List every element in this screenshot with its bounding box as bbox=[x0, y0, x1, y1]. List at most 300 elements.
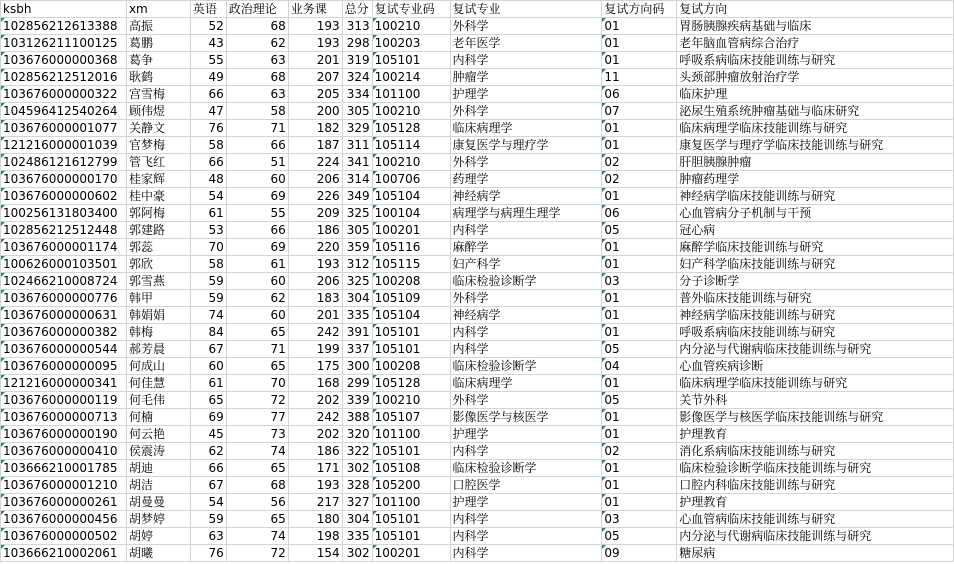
cell-retest-direction[interactable]: 神经病学临床技能训练与研究 bbox=[677, 188, 954, 205]
cell-retest-major-code[interactable]: 105101 bbox=[372, 52, 450, 69]
cell-ksbh[interactable]: 102856212613388 bbox=[1, 18, 127, 35]
cell-retest-major[interactable]: 内科学 bbox=[450, 443, 602, 460]
cell-ksbh[interactable]: 103676000000502 bbox=[1, 528, 127, 545]
cell-ksbh[interactable]: 103676000000713 bbox=[1, 409, 127, 426]
cell-xm[interactable]: 管飞红 bbox=[126, 154, 190, 171]
cell-politics[interactable]: 71 bbox=[226, 120, 288, 137]
cell-retest-major[interactable]: 内科学 bbox=[450, 341, 602, 358]
cell-retest-major[interactable]: 神经病学 bbox=[450, 188, 602, 205]
cell-retest-direction[interactable]: 分子诊断学 bbox=[677, 273, 954, 290]
cell-major-course[interactable]: 202 bbox=[288, 426, 342, 443]
cell-english[interactable]: 62 bbox=[190, 443, 226, 460]
cell-retest-direction-code[interactable]: 01 bbox=[602, 375, 677, 392]
cell-total[interactable]: 299 bbox=[342, 375, 372, 392]
cell-retest-direction-code[interactable]: 09 bbox=[602, 545, 677, 562]
cell-retest-direction[interactable]: 呼吸系病临床技能训练与研究 bbox=[677, 324, 954, 341]
cell-retest-direction[interactable]: 内分泌与代谢病临床技能训练与研究 bbox=[677, 528, 954, 545]
cell-politics[interactable]: 63 bbox=[226, 52, 288, 69]
cell-retest-major-code[interactable]: 101100 bbox=[372, 494, 450, 511]
cell-ksbh[interactable]: 102856212512448 bbox=[1, 222, 127, 239]
cell-english[interactable]: 43 bbox=[190, 35, 226, 52]
cell-total[interactable]: 327 bbox=[342, 494, 372, 511]
cell-major-course[interactable]: 205 bbox=[288, 86, 342, 103]
cell-total[interactable]: 314 bbox=[342, 171, 372, 188]
cell-english[interactable]: 49 bbox=[190, 69, 226, 86]
cell-ksbh[interactable]: 103676000000776 bbox=[1, 290, 127, 307]
cell-retest-direction-code[interactable]: 01 bbox=[602, 18, 677, 35]
cell-retest-major[interactable]: 内科学 bbox=[450, 222, 602, 239]
cell-major-course[interactable]: 171 bbox=[288, 460, 342, 477]
cell-total[interactable]: 388 bbox=[342, 409, 372, 426]
cell-major-course[interactable]: 201 bbox=[288, 307, 342, 324]
cell-retest-direction[interactable]: 心血管病分子机制与干预 bbox=[677, 205, 954, 222]
cell-politics[interactable]: 66 bbox=[226, 222, 288, 239]
cell-major-course[interactable]: 198 bbox=[288, 528, 342, 545]
cell-retest-major-code[interactable]: 105108 bbox=[372, 460, 450, 477]
cell-ksbh[interactable]: 103676000000382 bbox=[1, 324, 127, 341]
cell-xm[interactable]: 顾伟煜 bbox=[126, 103, 190, 120]
cell-ksbh[interactable]: 103676000000602 bbox=[1, 188, 127, 205]
cell-ksbh[interactable]: 103676000000410 bbox=[1, 443, 127, 460]
cell-retest-major-code[interactable]: 100214 bbox=[372, 69, 450, 86]
cell-xm[interactable]: 葛争 bbox=[126, 52, 190, 69]
cell-total[interactable]: 304 bbox=[342, 290, 372, 307]
cell-retest-major[interactable]: 外科学 bbox=[450, 103, 602, 120]
cell-major-course[interactable]: 193 bbox=[288, 18, 342, 35]
cell-retest-major-code[interactable]: 105128 bbox=[372, 120, 450, 137]
cell-ksbh[interactable]: 103126211100125 bbox=[1, 35, 127, 52]
cell-major-course[interactable]: 193 bbox=[288, 35, 342, 52]
cell-retest-direction-code[interactable]: 06 bbox=[602, 205, 677, 222]
cell-ksbh[interactable]: 103676000000170 bbox=[1, 171, 127, 188]
cell-retest-major-code[interactable]: 105200 bbox=[372, 477, 450, 494]
cell-ksbh[interactable]: 103676000001077 bbox=[1, 120, 127, 137]
cell-english[interactable]: 59 bbox=[190, 511, 226, 528]
cell-english[interactable]: 60 bbox=[190, 358, 226, 375]
cell-politics[interactable]: 69 bbox=[226, 188, 288, 205]
cell-xm[interactable]: 郭雪燕 bbox=[126, 273, 190, 290]
cell-retest-major[interactable]: 外科学 bbox=[450, 392, 602, 409]
cell-politics[interactable]: 56 bbox=[226, 494, 288, 511]
cell-english[interactable]: 69 bbox=[190, 409, 226, 426]
cell-xm[interactable]: 胡婷 bbox=[126, 528, 190, 545]
cell-english[interactable]: 66 bbox=[190, 460, 226, 477]
cell-total[interactable]: 391 bbox=[342, 324, 372, 341]
cell-politics[interactable]: 68 bbox=[226, 477, 288, 494]
cell-retest-direction-code[interactable]: 01 bbox=[602, 120, 677, 137]
cell-xm[interactable]: 胡梦婷 bbox=[126, 511, 190, 528]
cell-retest-major[interactable]: 临床检验诊断学 bbox=[450, 273, 602, 290]
header-cell-total[interactable]: 总分 bbox=[342, 1, 372, 18]
cell-major-course[interactable]: 200 bbox=[288, 103, 342, 120]
cell-ksbh[interactable]: 100256131803400 bbox=[1, 205, 127, 222]
cell-retest-direction-code[interactable]: 04 bbox=[602, 358, 677, 375]
cell-retest-major[interactable]: 临床检验诊断学 bbox=[450, 358, 602, 375]
cell-politics[interactable]: 60 bbox=[226, 171, 288, 188]
cell-total[interactable]: 298 bbox=[342, 35, 372, 52]
cell-retest-direction[interactable]: 心血管病临床技能训练与研究 bbox=[677, 511, 954, 528]
cell-total[interactable]: 329 bbox=[342, 120, 372, 137]
cell-retest-direction[interactable]: 呼吸系病临床技能训练与研究 bbox=[677, 52, 954, 69]
cell-ksbh[interactable]: 103676000000322 bbox=[1, 86, 127, 103]
cell-major-course[interactable]: 180 bbox=[288, 511, 342, 528]
cell-retest-direction[interactable]: 胃肠胰腺疾病基础与临床 bbox=[677, 18, 954, 35]
cell-retest-direction[interactable]: 消化系病临床技能训练与研究 bbox=[677, 443, 954, 460]
cell-retest-direction[interactable]: 普外临床技能训练与研究 bbox=[677, 290, 954, 307]
cell-total[interactable]: 322 bbox=[342, 443, 372, 460]
cell-english[interactable]: 66 bbox=[190, 86, 226, 103]
cell-total[interactable]: 305 bbox=[342, 222, 372, 239]
header-cell-retest-major-code[interactable]: 复试专业码 bbox=[372, 1, 450, 18]
cell-major-course[interactable]: 206 bbox=[288, 171, 342, 188]
cell-ksbh[interactable]: 103676000000095 bbox=[1, 358, 127, 375]
cell-politics[interactable]: 65 bbox=[226, 324, 288, 341]
cell-major-course[interactable]: 226 bbox=[288, 188, 342, 205]
cell-retest-major-code[interactable]: 105104 bbox=[372, 307, 450, 324]
header-cell-retest-direction[interactable]: 复试方向 bbox=[677, 1, 954, 18]
cell-retest-direction[interactable]: 肝胆胰腺肿瘤 bbox=[677, 154, 954, 171]
cell-total[interactable]: 337 bbox=[342, 341, 372, 358]
cell-retest-major[interactable]: 口腔医学 bbox=[450, 477, 602, 494]
cell-politics[interactable]: 68 bbox=[226, 18, 288, 35]
cell-ksbh[interactable]: 100626000103501 bbox=[1, 256, 127, 273]
cell-retest-major[interactable]: 影像医学与核医学 bbox=[450, 409, 602, 426]
cell-ksbh[interactable]: 103676000000631 bbox=[1, 307, 127, 324]
cell-xm[interactable]: 桂家辉 bbox=[126, 171, 190, 188]
cell-politics[interactable]: 55 bbox=[226, 205, 288, 222]
cell-total[interactable]: 300 bbox=[342, 358, 372, 375]
cell-major-course[interactable]: 220 bbox=[288, 239, 342, 256]
cell-english[interactable]: 66 bbox=[190, 154, 226, 171]
cell-english[interactable]: 55 bbox=[190, 52, 226, 69]
cell-xm[interactable]: 郭建路 bbox=[126, 222, 190, 239]
header-cell-politics[interactable]: 政治理论 bbox=[226, 1, 288, 18]
cell-ksbh[interactable]: 103676000000456 bbox=[1, 511, 127, 528]
cell-retest-direction-code[interactable]: 01 bbox=[602, 137, 677, 154]
cell-politics[interactable]: 61 bbox=[226, 256, 288, 273]
header-cell-retest-major[interactable]: 复试专业 bbox=[450, 1, 602, 18]
cell-politics[interactable]: 71 bbox=[226, 341, 288, 358]
cell-ksbh[interactable]: 121216000001039 bbox=[1, 137, 127, 154]
cell-retest-major[interactable]: 内科学 bbox=[450, 545, 602, 562]
cell-english[interactable]: 70 bbox=[190, 239, 226, 256]
cell-total[interactable]: 335 bbox=[342, 307, 372, 324]
cell-retest-direction[interactable]: 康复医学与理疗学临床技能训练与研究 bbox=[677, 137, 954, 154]
header-cell-retest-direction-code[interactable]: 复试方向码 bbox=[602, 1, 677, 18]
cell-xm[interactable]: 关静文 bbox=[126, 120, 190, 137]
cell-politics[interactable]: 62 bbox=[226, 35, 288, 52]
cell-english[interactable]: 67 bbox=[190, 341, 226, 358]
cell-retest-direction[interactable]: 心血管疾病诊断 bbox=[677, 358, 954, 375]
cell-retest-direction-code[interactable]: 05 bbox=[602, 341, 677, 358]
cell-ksbh[interactable]: 103666210001785 bbox=[1, 460, 127, 477]
cell-politics[interactable]: 51 bbox=[226, 154, 288, 171]
cell-major-course[interactable]: 186 bbox=[288, 222, 342, 239]
cell-total[interactable]: 302 bbox=[342, 460, 372, 477]
cell-retest-direction-code[interactable]: 02 bbox=[602, 154, 677, 171]
cell-retest-major-code[interactable]: 105115 bbox=[372, 256, 450, 273]
cell-retest-major[interactable]: 临床病理学 bbox=[450, 120, 602, 137]
cell-retest-direction-code[interactable]: 05 bbox=[602, 222, 677, 239]
cell-major-course[interactable]: 217 bbox=[288, 494, 342, 511]
cell-retest-direction[interactable]: 护理教育 bbox=[677, 494, 954, 511]
cell-total[interactable]: 302 bbox=[342, 545, 372, 562]
cell-major-course[interactable]: 199 bbox=[288, 341, 342, 358]
cell-retest-major-code[interactable]: 100706 bbox=[372, 171, 450, 188]
cell-retest-major-code[interactable]: 100210 bbox=[372, 18, 450, 35]
cell-xm[interactable]: 胡曦 bbox=[126, 545, 190, 562]
cell-retest-direction[interactable]: 临床病理学临床技能训练与研究 bbox=[677, 120, 954, 137]
cell-politics[interactable]: 69 bbox=[226, 239, 288, 256]
cell-retest-major-code[interactable]: 101100 bbox=[372, 426, 450, 443]
cell-retest-direction[interactable]: 肿瘤药理学 bbox=[677, 171, 954, 188]
cell-retest-direction-code[interactable]: 01 bbox=[602, 324, 677, 341]
cell-politics[interactable]: 70 bbox=[226, 375, 288, 392]
cell-major-course[interactable]: 209 bbox=[288, 205, 342, 222]
cell-retest-direction[interactable]: 头颈部肿瘤放射治疗学 bbox=[677, 69, 954, 86]
cell-english[interactable]: 74 bbox=[190, 307, 226, 324]
cell-english[interactable]: 58 bbox=[190, 137, 226, 154]
cell-retest-major-code[interactable]: 105128 bbox=[372, 375, 450, 392]
cell-xm[interactable]: 韩娟娟 bbox=[126, 307, 190, 324]
cell-retest-major[interactable]: 临床病理学 bbox=[450, 375, 602, 392]
cell-retest-direction-code[interactable]: 02 bbox=[602, 443, 677, 460]
cell-retest-direction-code[interactable]: 01 bbox=[602, 460, 677, 477]
cell-xm[interactable]: 韩梅 bbox=[126, 324, 190, 341]
cell-total[interactable]: 312 bbox=[342, 256, 372, 273]
cell-english[interactable]: 48 bbox=[190, 171, 226, 188]
cell-retest-direction-code[interactable]: 05 bbox=[602, 528, 677, 545]
cell-total[interactable]: 304 bbox=[342, 511, 372, 528]
cell-ksbh[interactable]: 102466210008724 bbox=[1, 273, 127, 290]
cell-retest-direction[interactable]: 冠心病 bbox=[677, 222, 954, 239]
cell-retest-major[interactable]: 康复医学与理疗学 bbox=[450, 137, 602, 154]
cell-retest-major-code[interactable]: 105101 bbox=[372, 511, 450, 528]
cell-retest-direction-code[interactable]: 01 bbox=[602, 52, 677, 69]
cell-retest-direction[interactable]: 神经病学临床技能训练与研究 bbox=[677, 307, 954, 324]
cell-retest-major-code[interactable]: 105101 bbox=[372, 341, 450, 358]
cell-english[interactable]: 54 bbox=[190, 188, 226, 205]
cell-retest-direction-code[interactable]: 01 bbox=[602, 494, 677, 511]
cell-xm[interactable]: 官梦梅 bbox=[126, 137, 190, 154]
cell-major-course[interactable]: 168 bbox=[288, 375, 342, 392]
cell-retest-major[interactable]: 护理学 bbox=[450, 86, 602, 103]
cell-total[interactable]: 349 bbox=[342, 188, 372, 205]
cell-retest-major-code[interactable]: 105101 bbox=[372, 324, 450, 341]
cell-retest-direction[interactable]: 临床护理 bbox=[677, 86, 954, 103]
cell-total[interactable]: 313 bbox=[342, 18, 372, 35]
cell-retest-direction[interactable]: 护理教育 bbox=[677, 426, 954, 443]
cell-total[interactable]: 334 bbox=[342, 86, 372, 103]
cell-ksbh[interactable]: 102856212512016 bbox=[1, 69, 127, 86]
cell-major-course[interactable]: 187 bbox=[288, 137, 342, 154]
cell-retest-major-code[interactable]: 100201 bbox=[372, 545, 450, 562]
cell-politics[interactable]: 66 bbox=[226, 137, 288, 154]
cell-retest-major-code[interactable]: 100210 bbox=[372, 154, 450, 171]
cell-retest-major[interactable]: 护理学 bbox=[450, 494, 602, 511]
cell-retest-direction[interactable]: 麻醉学临床技能训练与研究 bbox=[677, 239, 954, 256]
cell-politics[interactable]: 72 bbox=[226, 392, 288, 409]
cell-retest-direction-code[interactable]: 01 bbox=[602, 188, 677, 205]
cell-xm[interactable]: 何佳慧 bbox=[126, 375, 190, 392]
cell-retest-direction[interactable]: 糖尿病 bbox=[677, 545, 954, 562]
cell-retest-major-code[interactable]: 101100 bbox=[372, 86, 450, 103]
cell-retest-major[interactable]: 老年医学 bbox=[450, 35, 602, 52]
cell-retest-direction-code[interactable]: 01 bbox=[602, 256, 677, 273]
cell-major-course[interactable]: 193 bbox=[288, 256, 342, 273]
cell-total[interactable]: 359 bbox=[342, 239, 372, 256]
cell-retest-major-code[interactable]: 105104 bbox=[372, 188, 450, 205]
cell-politics[interactable]: 68 bbox=[226, 69, 288, 86]
cell-retest-direction-code[interactable]: 01 bbox=[602, 35, 677, 52]
cell-politics[interactable]: 74 bbox=[226, 528, 288, 545]
cell-retest-direction-code[interactable]: 01 bbox=[602, 307, 677, 324]
cell-english[interactable]: 58 bbox=[190, 256, 226, 273]
cell-total[interactable]: 320 bbox=[342, 426, 372, 443]
cell-ksbh[interactable]: 103676000000119 bbox=[1, 392, 127, 409]
cell-retest-major-code[interactable]: 105107 bbox=[372, 409, 450, 426]
cell-retest-direction-code[interactable]: 05 bbox=[602, 392, 677, 409]
cell-retest-major[interactable]: 药理学 bbox=[450, 171, 602, 188]
cell-retest-major[interactable]: 麻醉学 bbox=[450, 239, 602, 256]
cell-retest-direction[interactable]: 临床病理学临床技能训练与研究 bbox=[677, 375, 954, 392]
cell-total[interactable]: 324 bbox=[342, 69, 372, 86]
cell-english[interactable]: 59 bbox=[190, 273, 226, 290]
cell-xm[interactable]: 胡曼曼 bbox=[126, 494, 190, 511]
cell-major-course[interactable]: 201 bbox=[288, 52, 342, 69]
cell-xm[interactable]: 韩甲 bbox=[126, 290, 190, 307]
cell-xm[interactable]: 郭蕊 bbox=[126, 239, 190, 256]
cell-retest-major-code[interactable]: 100104 bbox=[372, 205, 450, 222]
cell-major-course[interactable]: 242 bbox=[288, 324, 342, 341]
cell-retest-major-code[interactable]: 105114 bbox=[372, 137, 450, 154]
cell-english[interactable]: 61 bbox=[190, 205, 226, 222]
cell-ksbh[interactable]: 103676000000368 bbox=[1, 52, 127, 69]
cell-retest-major[interactable]: 外科学 bbox=[450, 290, 602, 307]
cell-politics[interactable]: 73 bbox=[226, 426, 288, 443]
cell-major-course[interactable]: 202 bbox=[288, 392, 342, 409]
cell-politics[interactable]: 60 bbox=[226, 307, 288, 324]
cell-total[interactable]: 339 bbox=[342, 392, 372, 409]
cell-retest-major[interactable]: 内科学 bbox=[450, 52, 602, 69]
cell-retest-major-code[interactable]: 100210 bbox=[372, 392, 450, 409]
cell-politics[interactable]: 63 bbox=[226, 86, 288, 103]
cell-major-course[interactable]: 242 bbox=[288, 409, 342, 426]
cell-retest-major-code[interactable]: 100210 bbox=[372, 103, 450, 120]
cell-xm[interactable]: 郭欣 bbox=[126, 256, 190, 273]
cell-politics[interactable]: 77 bbox=[226, 409, 288, 426]
cell-retest-major[interactable]: 病理学与病理生理学 bbox=[450, 205, 602, 222]
cell-politics[interactable]: 74 bbox=[226, 443, 288, 460]
cell-retest-major[interactable]: 临床检验诊断学 bbox=[450, 460, 602, 477]
cell-ksbh[interactable]: 103676000000544 bbox=[1, 341, 127, 358]
cell-xm[interactable]: 何楠 bbox=[126, 409, 190, 426]
cell-retest-direction[interactable]: 老年脑血管病综合治疗 bbox=[677, 35, 954, 52]
cell-retest-major[interactable]: 内科学 bbox=[450, 324, 602, 341]
cell-total[interactable]: 311 bbox=[342, 137, 372, 154]
cell-retest-major-code[interactable]: 105116 bbox=[372, 239, 450, 256]
cell-retest-direction-code[interactable]: 11 bbox=[602, 69, 677, 86]
cell-total[interactable]: 325 bbox=[342, 205, 372, 222]
cell-retest-major[interactable]: 肿瘤学 bbox=[450, 69, 602, 86]
cell-english[interactable]: 76 bbox=[190, 545, 226, 562]
cell-major-course[interactable]: 175 bbox=[288, 358, 342, 375]
cell-english[interactable]: 63 bbox=[190, 528, 226, 545]
cell-english[interactable]: 67 bbox=[190, 477, 226, 494]
cell-english[interactable]: 61 bbox=[190, 375, 226, 392]
cell-major-course[interactable]: 206 bbox=[288, 273, 342, 290]
cell-major-course[interactable]: 183 bbox=[288, 290, 342, 307]
cell-retest-direction-code[interactable]: 07 bbox=[602, 103, 677, 120]
cell-ksbh[interactable]: 102486121612799 bbox=[1, 154, 127, 171]
cell-ksbh[interactable]: 103666210002061 bbox=[1, 545, 127, 562]
cell-english[interactable]: 47 bbox=[190, 103, 226, 120]
cell-retest-major[interactable]: 神经病学 bbox=[450, 307, 602, 324]
cell-retest-direction-code[interactable]: 06 bbox=[602, 86, 677, 103]
header-cell-xm[interactable]: xm bbox=[126, 1, 190, 18]
cell-retest-major-code[interactable]: 105109 bbox=[372, 290, 450, 307]
cell-major-course[interactable]: 182 bbox=[288, 120, 342, 137]
cell-total[interactable]: 319 bbox=[342, 52, 372, 69]
cell-retest-major[interactable]: 外科学 bbox=[450, 154, 602, 171]
cell-xm[interactable]: 郭阿梅 bbox=[126, 205, 190, 222]
cell-retest-major-code[interactable]: 100208 bbox=[372, 273, 450, 290]
cell-english[interactable]: 52 bbox=[190, 18, 226, 35]
cell-retest-direction-code[interactable]: 01 bbox=[602, 477, 677, 494]
cell-total[interactable]: 305 bbox=[342, 103, 372, 120]
cell-xm[interactable]: 何毛伟 bbox=[126, 392, 190, 409]
cell-ksbh[interactable]: 103676000001210 bbox=[1, 477, 127, 494]
cell-ksbh[interactable]: 121216000000341 bbox=[1, 375, 127, 392]
header-cell-major-course[interactable]: 业务课 bbox=[288, 1, 342, 18]
cell-major-course[interactable]: 224 bbox=[288, 154, 342, 171]
cell-xm[interactable]: 胡迪 bbox=[126, 460, 190, 477]
cell-retest-direction-code[interactable]: 01 bbox=[602, 409, 677, 426]
cell-retest-direction[interactable]: 影像医学与核医学临床技能训练与研究 bbox=[677, 409, 954, 426]
cell-english[interactable]: 84 bbox=[190, 324, 226, 341]
cell-retest-direction[interactable]: 泌尿生殖系统肿瘤基础与临床研究 bbox=[677, 103, 954, 120]
cell-politics[interactable]: 65 bbox=[226, 511, 288, 528]
cell-retest-direction-code[interactable]: 03 bbox=[602, 273, 677, 290]
cell-retest-major-code[interactable]: 100203 bbox=[372, 35, 450, 52]
cell-retest-direction[interactable]: 关节外科 bbox=[677, 392, 954, 409]
cell-retest-direction[interactable]: 临床检验诊断学临床技能训练与研究 bbox=[677, 460, 954, 477]
cell-major-course[interactable]: 193 bbox=[288, 477, 342, 494]
cell-retest-major-code[interactable]: 105101 bbox=[372, 443, 450, 460]
cell-retest-major[interactable]: 外科学 bbox=[450, 18, 602, 35]
cell-xm[interactable]: 侯震涛 bbox=[126, 443, 190, 460]
cell-english[interactable]: 59 bbox=[190, 290, 226, 307]
cell-retest-direction-code[interactable]: 01 bbox=[602, 290, 677, 307]
cell-english[interactable]: 45 bbox=[190, 426, 226, 443]
cell-retest-major-code[interactable]: 100208 bbox=[372, 358, 450, 375]
cell-retest-major-code[interactable]: 100201 bbox=[372, 222, 450, 239]
cell-major-course[interactable]: 207 bbox=[288, 69, 342, 86]
cell-xm[interactable]: 何云艳 bbox=[126, 426, 190, 443]
cell-retest-major[interactable]: 护理学 bbox=[450, 426, 602, 443]
cell-retest-direction-code[interactable]: 02 bbox=[602, 171, 677, 188]
cell-retest-direction[interactable]: 内分泌与代谢病临床技能训练与研究 bbox=[677, 341, 954, 358]
cell-major-course[interactable]: 154 bbox=[288, 545, 342, 562]
cell-politics[interactable]: 65 bbox=[226, 358, 288, 375]
cell-politics[interactable]: 62 bbox=[226, 290, 288, 307]
cell-xm[interactable]: 郝芳晨 bbox=[126, 341, 190, 358]
cell-retest-direction[interactable]: 妇产科学临床技能训练与研究 bbox=[677, 256, 954, 273]
cell-ksbh[interactable]: 103676000000190 bbox=[1, 426, 127, 443]
cell-retest-direction-code[interactable]: 01 bbox=[602, 426, 677, 443]
cell-xm[interactable]: 耿鹤 bbox=[126, 69, 190, 86]
cell-total[interactable]: 341 bbox=[342, 154, 372, 171]
